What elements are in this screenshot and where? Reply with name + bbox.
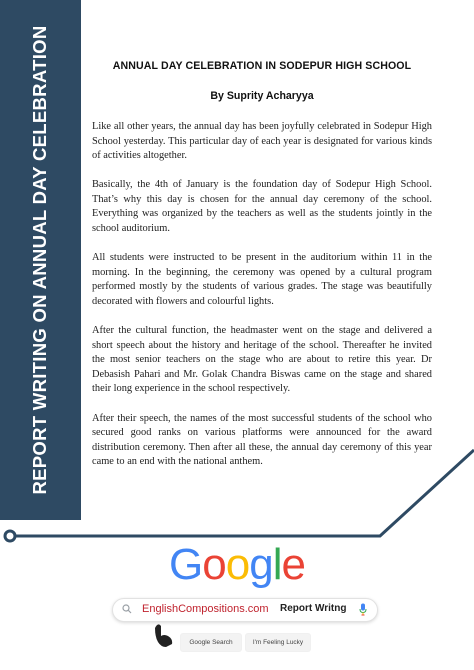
search-query-text: Report Writng [280, 603, 347, 614]
logo-letter: o [225, 540, 250, 589]
paragraph: Basically, the 4th of January is the foundation day of Sodepur High School. That’s why this day is chosen for the annual day ceremony of the school. Everything was organized by the teachers as well as the students jointly in the school auditorium. [92, 179, 432, 235]
logo-letter: l [272, 540, 282, 589]
logo-letter: g [249, 540, 273, 589]
search-icon [122, 604, 132, 614]
google-search-button[interactable]: Google Search [180, 633, 242, 652]
article [92, 60, 432, 484]
paragraph: After the cultural function, the headmaster went on the stage and delivered a short speech about the history and heritage of the school. Thereafter he invited the most senior teachers on the stage who are about to retire this year. Dr Debasish Pahari and Mr. Golak Chandra Biswas came on the stage and shared their long experience in the school respectively. [92, 325, 432, 395]
feeling-lucky-button[interactable]: I'm Feeling Lucky [245, 633, 311, 652]
paragraph: After their speech, the names of the most successful students of the school who secured good ranks on various platforms were announced for the award distribution ceremony. Then after all these, the annual day ceremony of this year came to an end with the national anthem. [92, 412, 432, 468]
article-heading: ANNUAL DAY CELEBRATION IN SODEPUR HIGH SCHOOL [112, 60, 412, 72]
cursor-icon [152, 620, 176, 648]
paragraph: Like all other years, the annual day has been joyfully celebrated in Sodepur High School yesterday. This particular day of each year is designated for various kinds of activities altogether. [92, 121, 432, 162]
google-logo [0, 540, 474, 590]
logo-letter: G [169, 540, 203, 589]
paragraph: All students were instructed to be present in the auditorium within 11 in the morning. In the beginning, the ceremony was opened by a cultural program performed mostly by the students of various grades. The stage was beautifully decorated with flowers and colourful lights. [92, 252, 432, 307]
side-title: REPORT WRITING ON ANNUAL DAY CELEBRATION [29, 25, 50, 495]
search-site-text: EnglishCompositions.com [142, 603, 269, 615]
search-bar[interactable] [112, 598, 378, 622]
article-byline: By Suprity Acharyya [210, 90, 314, 102]
logo-letter: e [281, 540, 305, 589]
logo-letter: o [202, 540, 226, 589]
mic-icon[interactable] [359, 603, 367, 616]
